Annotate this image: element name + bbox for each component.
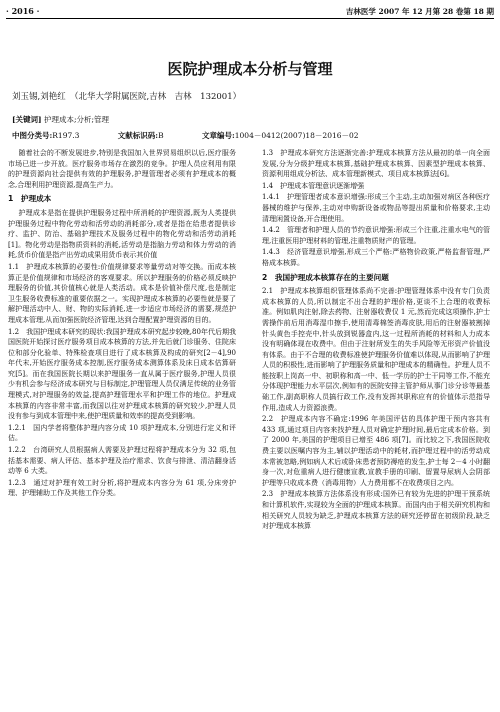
page-number: · 2016 · (6, 6, 40, 16)
paragraph: 1.4 护理成本管理意识逐渐增强 (262, 181, 365, 190)
left-column (8, 148, 236, 500)
right-column (262, 148, 490, 533)
paragraph: 2.3 护理成本核算方法体系没有形成:国外已有较为先进的护理干预系统和计算机软件,实现较为全面的护理成本核算。而国内由于相关研究机构和相关研究人员较为缺乏,护理成本核算方法的研究还停留在初级阶段,缺乏对护理成本核算 (262, 490, 490, 531)
paragraph: 1.2.3 通过对护理有效工时分析,将护理成本内容分为 61 项,分床旁护理、护理辅助工作及其他工作分类。 (8, 478, 236, 498)
section-heading: 1 护理成本 (8, 194, 52, 204)
paragraph: 1.2.1 国内学者将整体护理内容分成 10 项护理成本,分别进行定义和评估。 (8, 423, 236, 443)
article-authors: 刘玉锡,刘艳红 （北华大学附属医院,吉林 吉林 132001） (12, 92, 242, 102)
paragraph: 随着社会的不断发展进步,特别是我国加入世界贸易组织以后,医疗服务市场已进一步开放。医疗服务市场存在激烈的竞争。护理人员应利用有限的护理资源向社会提供有效的护理服务,护理管理者必须有护理成本的概念,合理利用护理资源,提高生产力。 (8, 149, 236, 189)
paragraph: 2.2 护理成本内容不确定:1996 年美国评估的具体护理干预内容共有 433 项,通过项目内容来找护理人员对确定护理时间,最后定成本价格。到了 2000 年,美国的护理项目已增至 486 项[7]。而比较之下,我国医院收费主要以医嘱内容为主,辅以护理活动中的耗材,而护理过程中的活劳动成本常被忽略,例如病人术后或卧床患者预防褥疮的发生,护士每 2－4 小时翻身一次,对危重病人进行健康宣教,宣教手册的印刷、留置导尿病人会阴部护理等只收成本费（消毒用物）人力费用都不在收费项目之内。 (262, 415, 490, 487)
paragraph: 1.2 我国护理成本研究的现状:我国护理成本研究起步较晚,80年代后期我国医院开始探讨医疗服务项目成本核算的方法,并先后就门诊服务、住院床位和部分化验单、特殊检查项目进行了成本核算及构成的研究[2－4],90年代末,开始医疗服务成本控制,医疗服务成本测算体系及床日成本估算研究[5]。而在我国医院长期以来护理服务一直从属于医疗服务,护理人员很少有机会参与经济成本研究与目标制定,护理管理人员仅满足传统的业务管理模式,对护理服务的效益,提高护理管理水平和护理工作的地位。护理成本核算的内容非常丰富,而我国以往对护理成本核算的研究较少,护理人员没有参与到成本管理中来,使护理质量和效率的提高受到影响。 (8, 327, 236, 421)
journal-citation: 吉林医学 2007 年 12 月第 28 卷第 18 期 (345, 7, 494, 16)
article-title: 医院护理成本分析与管理 (167, 60, 333, 78)
paragraph: 护理成本是指在提供护理服务过程中所消耗的护理资源,既为人类提供护理服务过程中物化劳动和活劳动的消耗部分,或者是指在给患者提供诊疗、监护、防治、基础护理技术及服务过程中的物化劳动和活劳动消耗[1]。物化劳动是指物质资料的消耗,活劳动是指脑力劳动和体力劳动的消耗,货币价值是指产出劳动成果用货币表示其价值 (8, 208, 236, 260)
paragraph: 1.3 护理成本研究方法逐渐完善:护理成本核算方法从最初的单一向全面发展,分为分级护理成本核算,基础护理成本核算、因素型护理成本核算、资源利用组成分析法、成本管理新模式、项目成本核算法[6]。 (262, 149, 490, 179)
running-header (6, 4, 494, 19)
paragraph: 1.1 护理成本核算的必要性:价值规律要求等量劳动对等交换。而成本核算正是价值规律和市场经济的客观要求。所以护理服务的价格必须反映护理服务的价值,其价值核心就是人类活动。成本是价值补偿尺度,也是制定卫生服务收费标准的重要依据之一。实现护理成本核算的必要性就是要了解护理活动中人、财、物的实际消耗,进一步适应市场经济的需要,规范护理成本管理,从而加强医院经济管理,达到合理配置护理资源的目的。 (8, 262, 236, 324)
paragraph: 1.2.2 台湾研究人员根据病人需要及护理过程将护理成本分为 32 项,包括基本需要、病人评估、基本护理及治疗需求、饮食与排泄、清洁翻身活动等 6 大类。 (8, 446, 236, 476)
paragraph: 2.1 护理成本核算组织管理体系尚不完善:护理管理体系中没有专门负责成本核算的人员,所以制定不出合理的护理价格,更谈不上合理的收费标准。例如肌肉注射,除去药物、注射器收费仅 1 元,然而完成这项操作,护士需操作前后用消毒湿巾擦手,使用清毒棉签消毒皮肤,用后的注射器被割掉针头黄色手控壳中,针头放到锐器盒内,这一过程所消耗的材料和人力成本没有明确体现在收费中。但由于注射所发生的失手风险等无形资产价值没有体系。由于不合理的收费标准使护理服务价值难以体现,从而影响了护理人员的积极性,进而影响了护理服务质量和护理成本的精确性。护理人员不能按职上岗高一中、初职称和高一中、低一学历的护士干同等工作,不能充分体现护理能力水平层次,例如有的医院安排主管护师从事门诊分诊等最基础工作,副高职称人员搞行政工作,没有发挥其职称应有的价值体示范指导作用,造成人力资源浪费。 (262, 287, 490, 412)
section-heading: 2 我国护理成本核算存在的主要问题 (262, 272, 389, 282)
document-code: 文献标识码:B (117, 131, 164, 140)
keywords-label: [关键词] (12, 115, 42, 124)
paragraph: 1.4.2 管理者和护理人员的节约意识增强:形成三个注重,注重水电气的管理,注重医用护理材料的管理,注重物质财产的管理。 (262, 226, 490, 245)
clc-code: 中图分类号:R197.3 (12, 131, 80, 140)
classification-line (12, 130, 488, 141)
paragraph: 1.4.3 经济管理意识增强,形成三个严格:严格物价政策,严格监督管理,严格成本核算。 (262, 248, 490, 267)
article-number: 文章编号:1004－0412(2007)18－2016－02 (201, 131, 359, 140)
keywords-text: 护理成本;分析;管理 (44, 115, 110, 124)
paragraph: 1.4.1 护理管理者成本意识增强:形成三个主动,主动加强对病区各种医疗器械的维护与保养,主动对申购新设备或物品等提出质量和价格要求,主动清理闲置设备,开合理使用。 (262, 193, 490, 223)
keywords-line (12, 114, 109, 125)
